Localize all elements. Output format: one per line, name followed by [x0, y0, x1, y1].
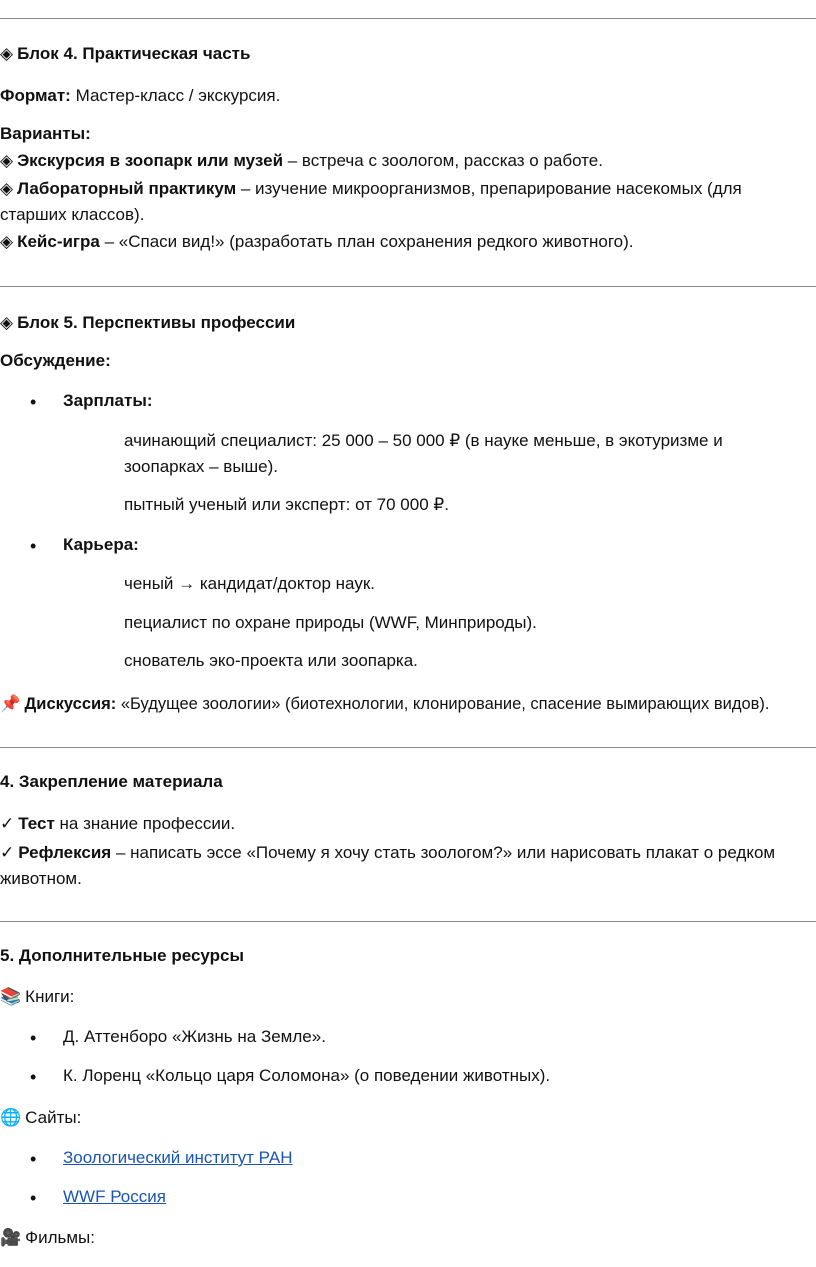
- pushpin-icon: 📌: [0, 695, 21, 713]
- books-icon: 📚: [0, 987, 22, 1006]
- discussion-label: Обсуждение:: [0, 351, 111, 370]
- section4-heading: 4. Закрепление материала: [0, 772, 223, 791]
- salary-line: ачинающий специалист: 25 000 – 50 000 ₽ (в науке меньше, в экотуризме и: [124, 431, 723, 450]
- divider: [0, 921, 816, 922]
- section5-heading: 5. Дополнительные ресурсы: [0, 946, 245, 965]
- divider: [0, 286, 816, 287]
- variant-item: ◈ Лабораторный практикум – изучение микроорганизмов, препарирование насекомых (для: [0, 177, 742, 201]
- block4-format: Формат: Мастер-класс / экскурсия.: [0, 86, 281, 105]
- discussion-topic: 📌 Дискуссия: «Будущее зоологии» (биотехнологии, клонирование, спасение вымирающих видов).: [0, 692, 769, 716]
- bullet-dot: •: [30, 392, 37, 412]
- career-line: снователь эко-проекта или зоопарка.: [124, 651, 418, 670]
- career-line: пециалист по охране природы (WWF, Минприроды).: [124, 613, 537, 632]
- test-item: ✓ Тест на знание профессии.: [0, 812, 235, 836]
- variant-item: ◈ Экскурсия в зоопарк или музей – встреча с зоологом, рассказ о работе.: [0, 149, 603, 173]
- diamond-bullet-icon: ◈: [0, 44, 14, 63]
- block4-variants-label: Варианты:: [0, 124, 91, 143]
- sites-label: 🌐 Сайты:: [0, 1106, 81, 1130]
- variant-item: ◈ Кейс-игра – «Спаси вид!» (разработать план сохранения редкого животного).: [0, 230, 634, 254]
- diamond-bullet-icon: ◈: [0, 179, 14, 198]
- block5-heading: ◈ Блок 5. Перспективы профессии: [0, 311, 295, 335]
- variant-item-continuation: старших классов).: [0, 205, 145, 224]
- diamond-bullet-icon: ◈: [0, 151, 14, 170]
- divider: [0, 18, 816, 19]
- reflex-item-continuation: животном.: [0, 869, 82, 888]
- globe-icon: 🌐: [0, 1108, 22, 1127]
- diamond-bullet-icon: ◈: [0, 313, 14, 332]
- salary-label: Зарплаты:: [63, 391, 153, 410]
- bullet-dot: •: [30, 1028, 37, 1048]
- salary-line: зоопарках – выше).: [124, 457, 279, 476]
- check-mark-icon: ✓: [0, 814, 15, 833]
- salary-line: пытный ученый или эксперт: от 70 000 ₽.: [124, 495, 449, 514]
- career-line: ченый → кандидат/доктор наук.: [124, 574, 375, 593]
- films-label: 🎥 Фильмы:: [0, 1226, 95, 1250]
- site-link-zin-ras[interactable]: Зоологический институт РАН: [63, 1148, 293, 1167]
- career-label: Карьера:: [63, 535, 139, 554]
- diamond-bullet-icon: ◈: [0, 232, 14, 251]
- site-link-wwf-russia[interactable]: WWF Россия: [63, 1187, 166, 1206]
- check-mark-icon: ✓: [0, 843, 15, 862]
- movie-camera-icon: 🎥: [0, 1228, 22, 1247]
- reflex-item: ✓ Рефлексия – написать эссе «Почему я хочу стать зоологом?» или нарисовать плакат о редком: [0, 841, 775, 865]
- books-label: 📚 Книги:: [0, 985, 74, 1009]
- book-item: Д. Аттенборо «Жизнь на Земле».: [63, 1027, 326, 1046]
- book-item: К. Лоренц «Кольцо царя Соломона» (о поведении животных).: [63, 1066, 551, 1085]
- block4-heading: ◈ Блок 4. Практическая часть: [0, 42, 250, 66]
- divider: [0, 747, 816, 748]
- bullet-dot: •: [30, 1067, 37, 1087]
- bullet-dot: •: [30, 1188, 37, 1208]
- bullet-dot: •: [30, 1149, 37, 1169]
- bullet-dot: •: [30, 536, 37, 556]
